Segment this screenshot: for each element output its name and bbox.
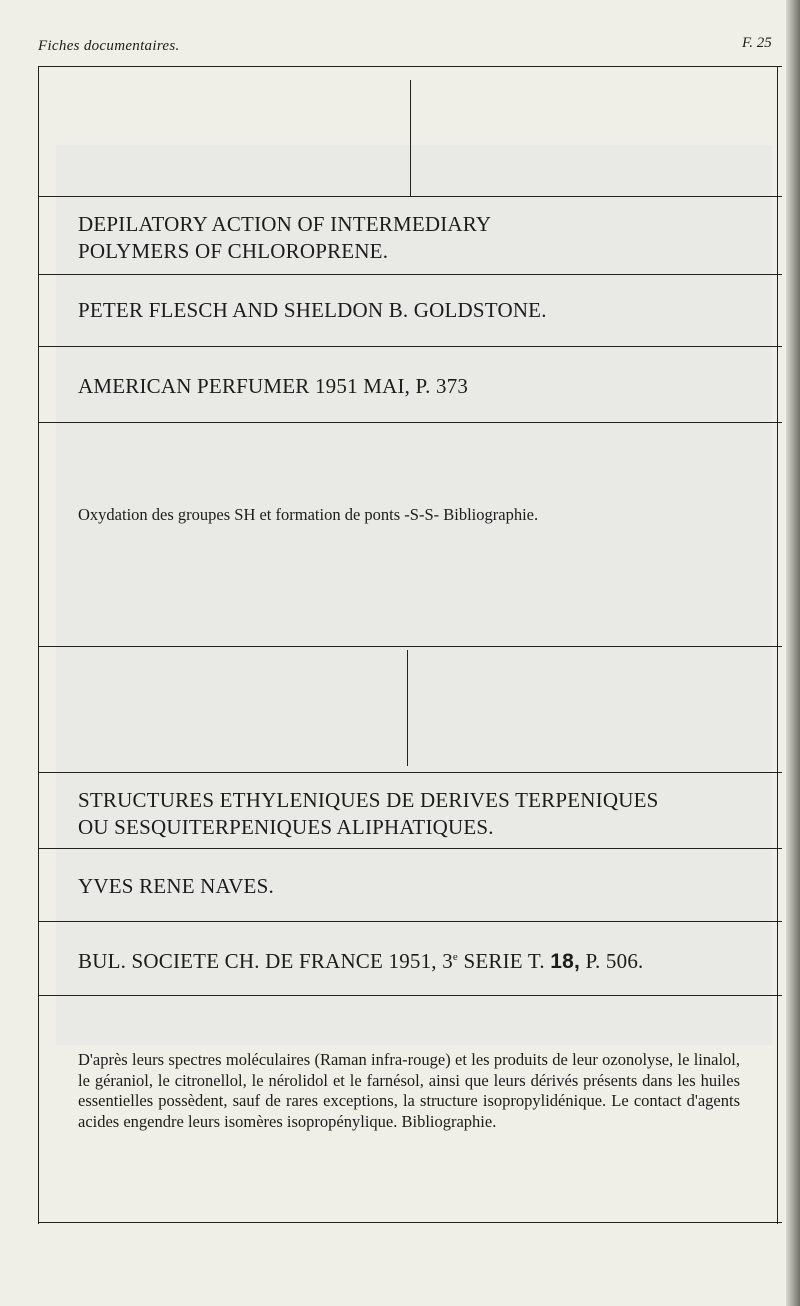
rule (38, 274, 782, 275)
citation-text: P. 506. (580, 949, 644, 973)
card-top-rule (38, 66, 782, 67)
rule (38, 772, 782, 773)
rule (38, 196, 782, 197)
abstract: Oxydation des groupes SH et formation de ponts -S-S- Bibliographie. (78, 505, 539, 524)
rule (38, 422, 782, 423)
citation-text: BUL. SOCIETE CH. DE FRANCE 1951, 3 (78, 949, 453, 973)
article-title (78, 211, 491, 265)
title-line: POLYMERS OF CHLOROPRENE. (78, 239, 389, 263)
source-citation (78, 949, 643, 974)
rule (38, 346, 782, 347)
title-line: OU SESQUITERPENIQUES ALIPHATIQUES. (78, 815, 494, 839)
rule (38, 995, 782, 996)
card-bottom-rule (38, 1222, 782, 1223)
citation-text: SERIE T. (458, 949, 551, 973)
page-number: F. 25 (742, 35, 772, 51)
title-line: DEPILATORY ACTION OF INTERMEDIARY (78, 212, 492, 236)
citation-volume: 18, (550, 950, 581, 973)
citation-superscript: e (452, 951, 458, 963)
page-edge (786, 0, 800, 1306)
authors: YVES RENE NAVES. (78, 874, 274, 898)
running-header: Fiches documentaires. (38, 38, 180, 54)
source-citation: AMERICAN PERFUMER 1951 MAI, P. 373 (78, 374, 469, 398)
rule (38, 848, 782, 849)
column-divider (407, 650, 408, 766)
rule (38, 921, 782, 922)
abstract: D'après leurs spectres moléculaires (Raman infra-rouge) et les produits de leur ozonolyse, le linalol, le géraniol, le citronellol, le nérolidol et le farnésol, ainsi que leurs dérivés présents dans les huiles essentielles possèdent, sauf de rares exceptions, la structure isopropylidénique. Le contact d'agents acides engendre leurs isomères isopropénylique. Bibliographie. (78, 1050, 740, 1131)
article-title (78, 787, 658, 841)
authors: PETER FLESCH AND SHELDON B. GOLDSTONE. (78, 298, 547, 322)
title-line: STRUCTURES ETHYLENIQUES DE DERIVES TERPENIQUES (78, 788, 659, 812)
column-divider (410, 80, 411, 196)
rule (38, 646, 782, 647)
